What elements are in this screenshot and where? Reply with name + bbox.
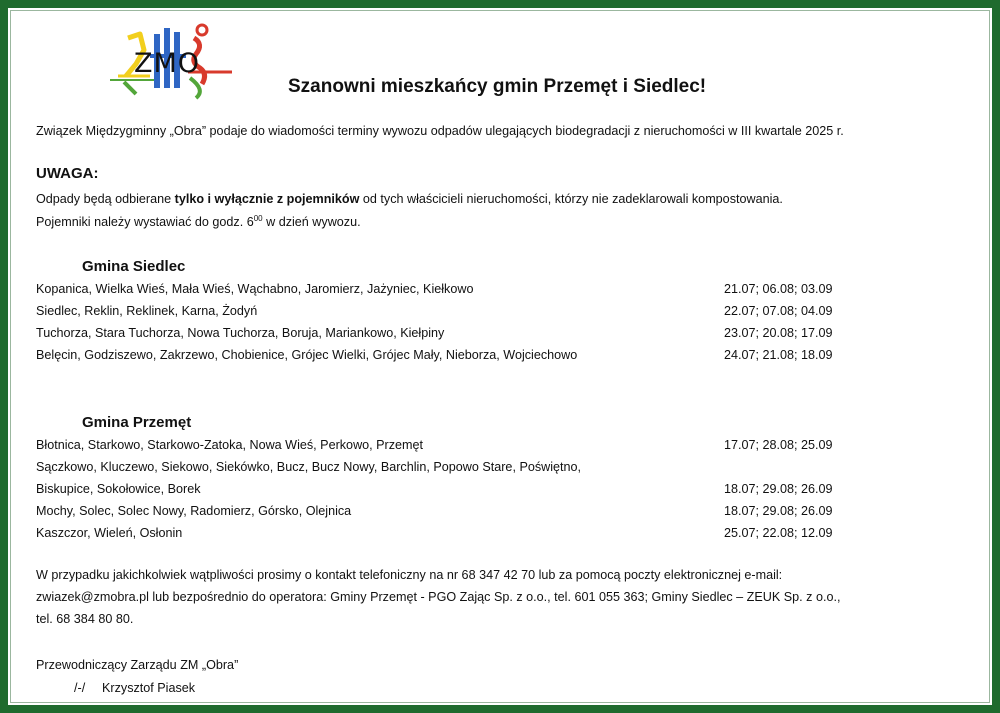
signature-name-line [74,681,195,695]
uwaga-line-2 [36,214,361,229]
uwaga-heading: UWAGA: [36,165,99,182]
table-row [36,526,936,546]
section-title-siedlec: Gmina Siedlec [82,258,186,275]
table-row [36,438,936,458]
table-row [36,304,936,324]
row-places: Kaszczor, Wieleń, Osłonin [36,526,183,540]
uwaga-line-2-sup: 00 [253,214,263,223]
table-row [36,326,936,346]
row-places: Siedlec, Reklin, Reklinek, Karna, Żodyń [36,304,258,318]
table-row [36,504,936,524]
uwaga-line-1-end: od tych właścicieli nieruchomości, którzy nie zadeklarowali kompostowania. [359,192,783,206]
row-dates: 18.07; 29.08; 26.09 [724,504,833,518]
intro-text: Związek Międzygminny „Obra” podaje do wiadomości terminy wywozu odpadów ulegających biodegradacji z nieruchomości w III kwartale 2025 r. [36,124,844,138]
contact-info [36,568,956,634]
uwaga-line-2-end: w dzień wywozu. [262,215,361,229]
row-dates: 25.07; 22.08; 12.09 [724,526,833,540]
signature-name: Krzysztof Piasek [102,681,196,695]
zmo-logo [106,20,234,102]
row-places: Sączkowo, Kluczewo, Siekowo, Siekówko, Bucz, Bucz Nowy, Barchlin, Popowo Stare, Poświętno, [36,460,582,474]
page-title: Szanowni mieszkańcy gmin Przemęt i Siedlec! [288,76,707,97]
row-places: Belęcin, Godziszewo, Zakrzewo, Chobienice, Grójec Wielki, Grójec Mały, Nieborza, Wojciechowo [36,348,578,362]
table-row [36,460,936,480]
table-row [36,348,936,368]
uwaga-line-1 [36,192,783,206]
row-dates: 23.07; 20.08; 17.09 [724,326,833,340]
row-places: Tuchorza, Stara Tuchorza, Nowa Tuchorza, Boruja, Mariankowo, Kiełpiny [36,326,445,340]
row-places: Mochy, Solec, Solec Nowy, Radomierz, Górsko, Olejnica [36,504,352,518]
row-dates: 21.07; 06.08; 03.09 [724,282,833,296]
section-title-przemet: Gmina Przemęt [82,414,192,431]
table-row [36,482,936,502]
row-dates: 18.07; 29.08; 26.09 [724,482,833,496]
contact-line-1: W przypadku jakichkolwiek wątpliwości prosimy o kontakt telefoniczny na nr 68 347 42 70 lub za pomocą poczty elektronicznej e-mail: [36,568,783,582]
uwaga-line-1-start: Odpady będą odbierane [36,192,175,206]
row-places: Kopanica, Wielka Wieś, Mała Wieś, Wąchabno, Jaromierz, Jażyniec, Kiełkowo [36,282,474,296]
contact-line-3: tel. 68 384 80 80. [36,612,134,626]
table-row [36,282,936,302]
row-places: Biskupice, Sokołowice, Borek [36,482,201,496]
row-dates: 24.07; 21.08; 18.09 [724,348,833,362]
uwaga-line-2-start: Pojemniki należy wystawiać do godz. 6 [36,215,254,229]
logo-text: ZMO [134,48,201,79]
signature-mark: /-/ [74,681,86,695]
signature-role: Przewodniczący Zarządu ZM „Obra” [36,658,239,672]
contact-line-2: zwiazek@zmobra.pl lub bezpośrednio do operatora: Gminy Przemęt - PGO Zając Sp. z o.o., tel. 601 055 363; Gminy Siedlec – ZEUK Sp. z o.o., [36,590,841,604]
row-dates: 22.07; 07.08; 04.09 [724,304,833,318]
row-dates: 17.07; 28.08; 25.09 [724,438,833,452]
uwaga-line-1-bold: tylko i wyłącznie z pojemników [174,192,360,206]
row-places: Błotnica, Starkowo, Starkowo-Zatoka, Nowa Wieś, Perkowo, Przemęt [36,438,424,452]
